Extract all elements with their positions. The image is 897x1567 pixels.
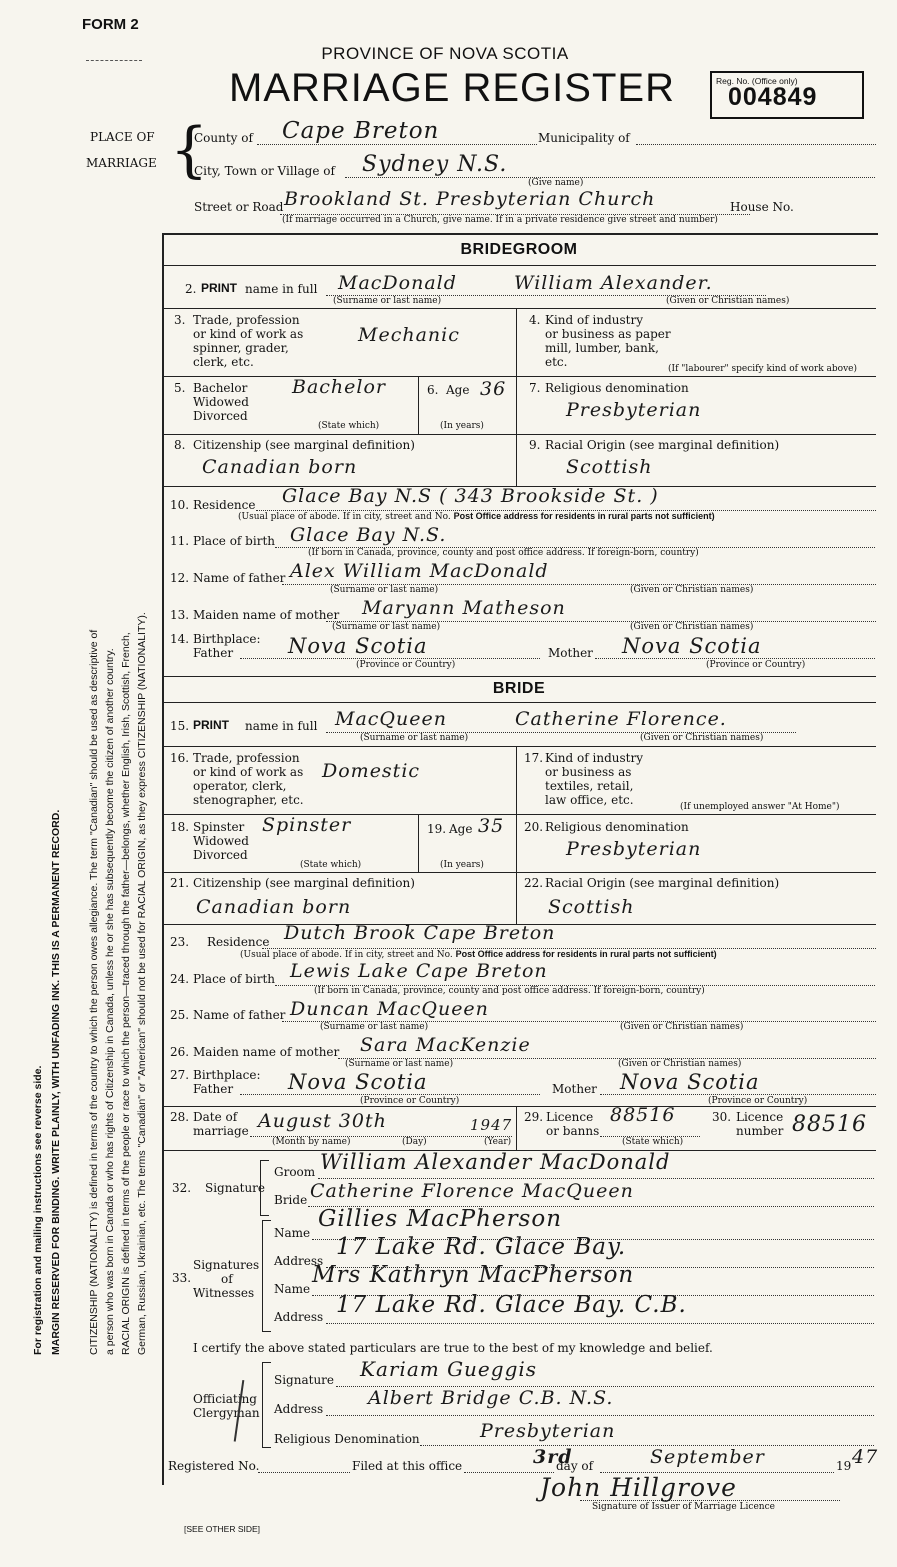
- bride-residence-label: Residence: [207, 935, 270, 949]
- witness2-name-label: Name: [274, 1282, 311, 1296]
- groom-status-label-3: Divorced: [193, 409, 248, 423]
- witness2-address-label: Address: [274, 1310, 324, 1324]
- field-number-27: 27.: [170, 1068, 190, 1082]
- groom-state-which: (State which): [318, 421, 380, 431]
- bride-status-label-2: Widowed: [193, 834, 249, 848]
- clergy-denomination-label: Religious Denomination: [274, 1432, 420, 1446]
- licence-label-1: Licence: [546, 1110, 594, 1124]
- page-title: MARRIAGE REGISTER: [229, 66, 675, 110]
- bride-mother-birthplace[interactable]: Nova Scotia: [620, 1070, 760, 1094]
- registration-number-box: [710, 71, 864, 119]
- field-number-32: 32.: [172, 1181, 192, 1195]
- groom-mother[interactable]: Maryann Matheson: [362, 597, 566, 619]
- bride-father-province-caption: (Province or Country): [360, 1096, 460, 1106]
- bride-given-caption: (Given or Christian names): [640, 733, 764, 743]
- bride-signature[interactable]: Catherine Florence MacQueen: [310, 1180, 634, 1202]
- groom-industry-label-2: or business as paper: [545, 327, 671, 341]
- citizenship-definition-2: a person who was born in Canada or who has rights of Citizenship in Canada, unless he or she has subsequently become the citizen of another country.: [104, 648, 116, 1355]
- groom-residence-label: Residence: [193, 498, 256, 512]
- officiating-label-1: Officiating: [193, 1392, 257, 1406]
- clergy-signature-label: Signature: [274, 1373, 335, 1387]
- field-number-26: 26.: [170, 1045, 190, 1059]
- groom-industry-note: (If "labourer" specify kind of work above): [668, 364, 858, 374]
- month-caption: (Month by name): [272, 1137, 351, 1147]
- groom-father-given-caption: (Given or Christian names): [630, 585, 754, 595]
- field-number-28: 28.: [170, 1110, 190, 1124]
- bride-industry-label-4: law office, etc.: [545, 793, 634, 807]
- bride-birthplace-note: (If born in Canada, province, county and post office address. If foreign-born, country): [314, 986, 705, 996]
- groom-birthplace-note: (If born in Canada, province, county and post office address. If foreign-born, country): [308, 548, 699, 558]
- field-number-23: 23.: [170, 935, 190, 949]
- street-label: Street or Road: [194, 200, 284, 214]
- groom-trade[interactable]: Mechanic: [358, 324, 460, 346]
- officiating-label-2: Clergyman: [193, 1406, 260, 1420]
- certification-statement: I certify the above stated particulars are true to the best of my knowledge and belief.: [193, 1341, 713, 1355]
- field-number-12: 12.: [170, 571, 190, 585]
- county-value[interactable]: Cape Breton: [282, 118, 440, 144]
- groom-religion-label: Religious denomination: [545, 381, 689, 395]
- bride-mother-province-caption: (Province or Country): [708, 1096, 808, 1106]
- filed-day[interactable]: 3rd: [533, 1446, 573, 1468]
- bride-status-label-3: Divorced: [193, 848, 248, 862]
- field-number-33: 33.: [172, 1271, 192, 1285]
- bride-birthplace-label: Place of birth: [193, 972, 275, 986]
- bride-father[interactable]: Duncan MacQueen: [290, 998, 489, 1020]
- bride-trade-label-1: Trade, profession: [193, 751, 300, 765]
- bride-age[interactable]: 35: [478, 815, 505, 837]
- citizenship-definition-1: CITIZENSHIP (NATIONALITY) is defined in terms of the country to which the person owes allegiance. The term "Canadian" should be used as descriptive of: [88, 629, 100, 1355]
- filed-label: Filed at this office: [352, 1459, 463, 1473]
- form-number-rule: [86, 60, 142, 61]
- bride-in-years: (In years): [440, 860, 484, 870]
- witness1-address[interactable]: 17 Lake Rd. Glace Bay.: [336, 1234, 627, 1260]
- groom-father-province-caption: (Province or Country): [356, 660, 456, 670]
- licence-value[interactable]: 88516: [610, 1104, 676, 1126]
- bride-mother-surname-caption: (Surname or last name): [345, 1059, 454, 1069]
- day-of-label: day of: [556, 1459, 594, 1473]
- mailing-instructions: For registration and mailing instructions see reverse side.: [32, 1065, 44, 1355]
- groom-father-surname-caption: (Surname or last name): [330, 585, 439, 595]
- bride-bp-mother-label: Mother: [552, 1082, 597, 1096]
- groom-in-years: (In years): [440, 421, 484, 431]
- marriage-label: MARRIAGE: [86, 156, 157, 170]
- bride-father-given-caption: (Given or Christian names): [620, 1022, 744, 1032]
- witness1-address-label: Address: [274, 1254, 324, 1268]
- bride-heading: BRIDE: [492, 680, 546, 697]
- bride-state-which: (State which): [300, 860, 362, 870]
- field-number-21: 21.: [170, 876, 190, 890]
- place-brace: {: [170, 115, 209, 185]
- bride-residence[interactable]: Dutch Brook Cape Breton: [284, 922, 556, 944]
- witness1-name[interactable]: Gillies MacPherson: [318, 1206, 563, 1232]
- groom-bp-mother-label: Mother: [548, 646, 593, 660]
- filed-month[interactable]: September: [650, 1446, 765, 1468]
- groom-racial-origin[interactable]: Scottish: [566, 456, 653, 478]
- groom-bp-father-label: Father: [193, 646, 234, 660]
- bride-religion[interactable]: Presbyterian: [566, 838, 702, 860]
- definitions-text: [86, 355, 150, 1355]
- field-number-22: 22.: [524, 876, 544, 890]
- field-number-14: 14.: [170, 632, 190, 646]
- groom-citizenship-label: Citizenship (see marginal definition): [193, 438, 415, 452]
- street-note: (If marriage occurred in a Church, give name. If in a private residence give street and number): [282, 215, 718, 225]
- groom-residence-note-b: Post Office address for residents in rural parts not sufficient): [453, 511, 715, 521]
- field-number-3: 3.: [174, 313, 186, 327]
- issuer-caption: Signature of Issuer of Marriage Licence: [592, 1502, 775, 1512]
- city-value[interactable]: Sydney N.S.: [362, 152, 508, 177]
- filed-year[interactable]: 47: [852, 1446, 879, 1468]
- groom-surname-caption: (Surname or last name): [333, 296, 442, 306]
- field-number-20: 20.: [524, 820, 544, 834]
- bride-birthplace-parents-label: Birthplace:: [193, 1068, 261, 1082]
- registration-number: 004849: [728, 83, 818, 111]
- street-value[interactable]: Brookland St. Presbyterian Church: [284, 188, 656, 210]
- groom-mother-label: Maiden name of mother: [193, 608, 340, 622]
- licence-number-label-1: Licence: [736, 1110, 784, 1124]
- bride-bp-father-label: Father: [193, 1082, 234, 1096]
- groom-residence-note-a: (Usual place of abode. If in city, street and No.: [238, 512, 451, 522]
- groom-status-label-2: Widowed: [193, 395, 249, 409]
- field-number-11: 11.: [170, 534, 190, 548]
- province-heading: PROVINCE OF NOVA SCOTIA: [321, 44, 569, 63]
- bride-age-label: Age: [449, 822, 473, 836]
- field-number-5: 5.: [174, 381, 186, 395]
- bride-father-birthplace[interactable]: Nova Scotia: [288, 1070, 428, 1094]
- groom-residence-note: [238, 511, 715, 522]
- bride-birthplace[interactable]: Lewis Lake Cape Breton: [290, 960, 548, 982]
- groom-racial-label: Racial Origin (see marginal definition): [545, 438, 780, 452]
- groom-status-label-1: Bachelor: [193, 381, 248, 395]
- name-in-full-label: name in full: [245, 282, 318, 296]
- day-caption: (Day): [402, 1137, 427, 1147]
- see-other-side: [SEE OTHER SIDE]: [184, 1524, 261, 1534]
- date-label-1: Date of: [193, 1110, 238, 1124]
- field-number-2: 2.: [185, 282, 197, 296]
- field-number-15: 15.: [170, 719, 190, 733]
- bride-trade-label-4: stenographer, etc.: [193, 793, 304, 807]
- field-number-7: 7.: [529, 381, 541, 395]
- groom-signature-label: Groom: [274, 1165, 316, 1179]
- groom-trade-label-1: Trade, profession: [193, 313, 300, 327]
- field-number-30: 30.: [712, 1110, 732, 1124]
- groom-father[interactable]: Alex William MacDonald: [290, 560, 549, 582]
- bride-industry-label-2: or business as: [545, 765, 632, 779]
- house-number-label: House No.: [730, 200, 794, 214]
- county-label: County of: [194, 131, 253, 145]
- field-number-13: 13.: [170, 608, 190, 622]
- form-number: FORM 2: [82, 16, 139, 33]
- bride-mother-label: Maiden name of mother: [193, 1045, 340, 1059]
- bride-residence-note-a: (Usual place of abode. If in city, street and No.: [240, 950, 453, 960]
- groom-trade-label-2: or kind of work as: [193, 327, 304, 341]
- witness-label-2: of: [221, 1272, 233, 1286]
- place-of-label: PLACE OF: [90, 130, 155, 144]
- bride-religion-label: Religious denomination: [545, 820, 689, 834]
- groom-father-birthplace[interactable]: Nova Scotia: [288, 634, 428, 658]
- field-number-4: 4.: [529, 313, 541, 327]
- groom-religion[interactable]: Presbyterian: [566, 399, 702, 421]
- bridegroom-heading: BRIDEGROOM: [460, 241, 578, 258]
- groom-trade-label-4: clerk, etc.: [193, 355, 254, 369]
- field-number-6: 6.: [427, 383, 439, 397]
- groom-residence[interactable]: Glace Bay N.S ( 343 Brookside St. ): [282, 485, 659, 507]
- margin-instructions: [30, 355, 64, 1355]
- groom-surname[interactable]: MacDonald: [338, 272, 457, 294]
- licence-state-which: (State which): [622, 1137, 684, 1147]
- groom-mother-given-caption: (Given or Christian names): [630, 622, 754, 632]
- bride-signature-label: Bride: [274, 1193, 308, 1207]
- bride-surname-caption: (Surname or last name): [360, 733, 469, 743]
- groom-industry-label-4: etc.: [545, 355, 568, 369]
- groom-given-caption: (Given or Christian names): [666, 296, 790, 306]
- groom-mother-birthplace[interactable]: Nova Scotia: [622, 634, 762, 658]
- municipality-label: Municipality of: [538, 131, 630, 145]
- groom-age-label: Age: [446, 383, 470, 397]
- give-name-caption: (Give name): [528, 178, 584, 188]
- licence-number-label-2: number: [736, 1124, 784, 1138]
- clergy-denomination[interactable]: Presbyterian: [480, 1420, 616, 1442]
- registered-number-label: Registered No.: [168, 1459, 260, 1473]
- groom-status[interactable]: Bachelor: [292, 376, 387, 398]
- registration-number-label: Reg. No. (Office only): [716, 76, 798, 86]
- groom-birthplace-label: Place of birth: [193, 534, 275, 548]
- bride-name-in-full-label: name in full: [245, 719, 318, 733]
- date-label-2: marriage: [193, 1124, 249, 1138]
- groom-mother-province-caption: (Province or Country): [706, 660, 806, 670]
- year-caption: (Year): [484, 1137, 512, 1147]
- groom-industry-label-3: mill, lumber, bank,: [545, 341, 659, 355]
- field-number-25: 25.: [170, 1008, 190, 1022]
- print-label: PRINT: [201, 281, 237, 295]
- year-prefix: 19: [836, 1459, 852, 1473]
- racial-definition-2: German, Russian, Ukrainian, etc. The terms "Canadian" or "American" should not be used for RACIAL ORIGIN, as they express CITIZENSHIP (NATIONALITY).: [136, 612, 148, 1355]
- bride-father-surname-caption: (Surname or last name): [320, 1022, 429, 1032]
- licence-number[interactable]: 88516: [792, 1112, 867, 1137]
- groom-industry-label-1: Kind of industry: [545, 313, 643, 327]
- bride-mother[interactable]: Sara MacKenzie: [360, 1034, 531, 1056]
- field-number-24: 24.: [170, 972, 190, 986]
- bride-residence-note-b: Post Office address for residents in rural parts not sufficient): [455, 949, 717, 959]
- marriage-month-day[interactable]: August 30th: [258, 1110, 387, 1132]
- bride-mother-given-caption: (Given or Christian names): [618, 1059, 742, 1069]
- field-number-29: 29.: [524, 1110, 544, 1124]
- field-number-19: 19.: [427, 822, 447, 836]
- field-number-9: 9.: [529, 438, 541, 452]
- groom-father-label: Name of father: [193, 571, 286, 585]
- witness1-name-label: Name: [274, 1226, 311, 1240]
- groom-trade-label-3: spinner, grader,: [193, 341, 289, 355]
- binding-notice: MARGIN RESERVED FOR BINDING. WRITE PLAINLY, WITH UNFADING INK. THIS IS A PERMANENT RECORD.: [50, 809, 62, 1355]
- groom-age[interactable]: 36: [480, 378, 507, 400]
- field-number-10: 10.: [170, 498, 190, 512]
- city-label: City, Town or Village of: [194, 164, 335, 178]
- witness2-name[interactable]: Mrs Kathryn MacPherson: [312, 1262, 635, 1288]
- field-number-16: 16.: [170, 751, 190, 765]
- bride-citizenship[interactable]: Canadian born: [196, 896, 352, 918]
- groom-birthplace-parents-label: Birthplace:: [193, 632, 261, 646]
- groom-birthplace[interactable]: Glace Bay N.S.: [290, 524, 447, 546]
- field-number-8: 8.: [174, 438, 186, 452]
- witness2-address[interactable]: 17 Lake Rd. Glace Bay. C.B.: [336, 1292, 687, 1318]
- bride-given-names[interactable]: Catherine Florence.: [515, 708, 727, 730]
- witness-brace: [262, 1220, 271, 1332]
- signature-brace: [260, 1160, 269, 1216]
- bride-trade-label-3: operator, clerk,: [193, 779, 287, 793]
- bride-industry-label-1: Kind of industry: [545, 751, 643, 765]
- clergy-address[interactable]: Albert Bridge C.B. N.S.: [368, 1387, 614, 1409]
- bride-status[interactable]: Spinster: [262, 814, 352, 836]
- witness-label-1: Signatures: [193, 1258, 260, 1272]
- field-number-18: 18.: [170, 820, 190, 834]
- field-number-17: 17.: [524, 751, 544, 765]
- marriage-year[interactable]: 1947: [470, 1116, 513, 1134]
- issuer-signature[interactable]: John Hillgrove: [540, 1473, 737, 1502]
- bride-citizenship-label: Citizenship (see marginal definition): [193, 876, 415, 890]
- bride-trade[interactable]: Domestic: [322, 760, 421, 782]
- bride-status-label-1: Spinster: [193, 820, 245, 834]
- signature-label: Signature: [205, 1181, 266, 1195]
- bride-industry-note: (If unemployed answer "At Home"): [680, 802, 840, 812]
- groom-given-names[interactable]: William Alexander.: [514, 272, 713, 294]
- bride-industry-label-3: textiles, retail,: [545, 779, 634, 793]
- witness-label-3: Witnesses: [193, 1286, 255, 1300]
- bride-racial-label: Racial Origin (see marginal definition): [545, 876, 780, 890]
- licence-label-2: or banns: [546, 1124, 600, 1138]
- bride-residence-note: [240, 949, 717, 960]
- bride-print-label: PRINT: [193, 718, 229, 732]
- clergy-signature[interactable]: Kariam Gueggis: [360, 1357, 538, 1381]
- groom-signature[interactable]: William Alexander MacDonald: [320, 1150, 671, 1174]
- groom-mother-surname-caption: (Surname or last name): [332, 622, 441, 632]
- bride-father-label: Name of father: [193, 1008, 286, 1022]
- bride-racial-origin[interactable]: Scottish: [548, 896, 635, 918]
- bride-trade-label-2: or kind of work as: [193, 765, 304, 779]
- racial-definition-1: RACIAL ORIGIN is defined in terms of the people or race to which the person—traced through the father—belongs, whether English, Irish, Scottish, French,: [120, 632, 132, 1355]
- clergy-brace: [262, 1362, 271, 1448]
- bride-surname[interactable]: MacQueen: [335, 708, 447, 730]
- clergy-address-label: Address: [274, 1402, 324, 1416]
- groom-citizenship[interactable]: Canadian born: [202, 456, 358, 478]
